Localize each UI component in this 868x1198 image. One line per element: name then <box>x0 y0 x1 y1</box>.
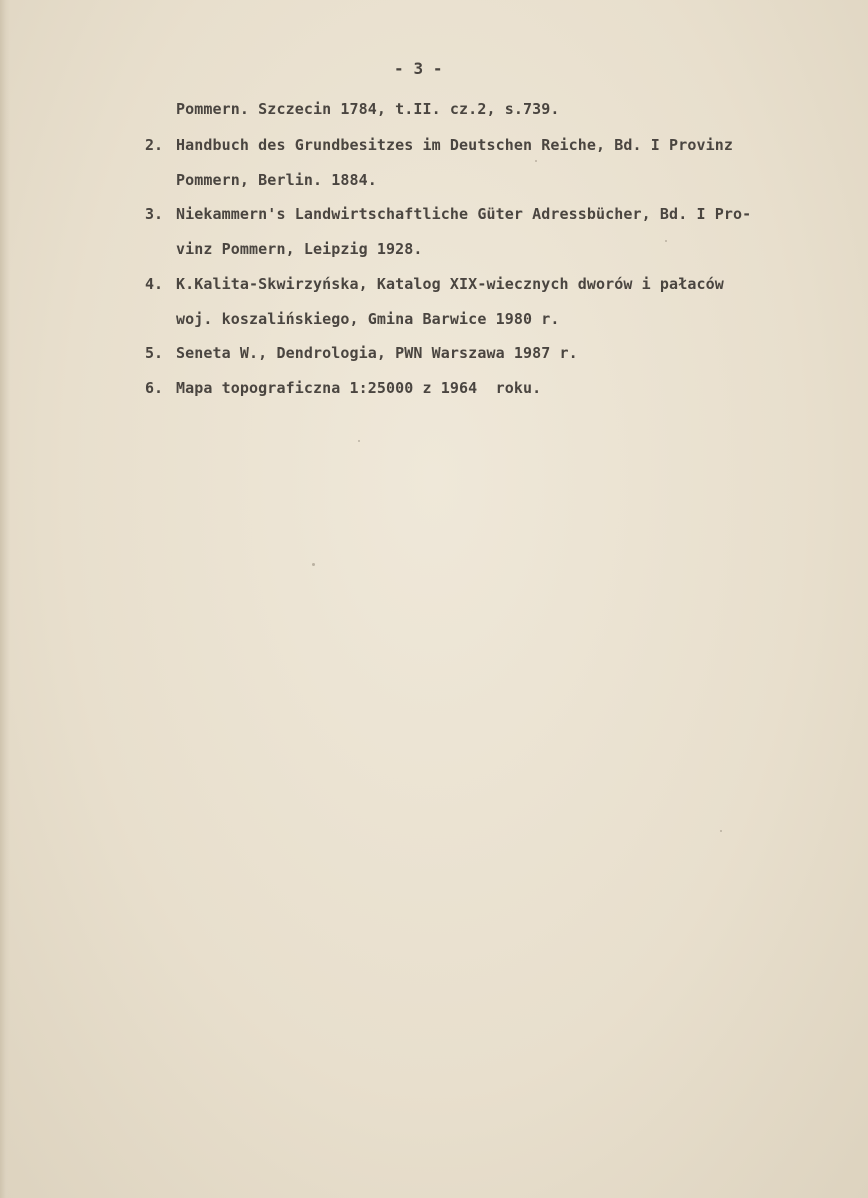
reference-4-line-1: K.Kalita-Skwirzyńska, Katalog XIX-wiecznych dworów i pałaców <box>176 275 724 293</box>
paper-speck <box>535 160 537 162</box>
reference-3-line-2: vinz Pommern, Leipzig 1928. <box>176 240 423 258</box>
paper-edge-shadow <box>0 0 10 1198</box>
paper-speck <box>358 440 360 442</box>
paper-speck <box>312 563 315 566</box>
reference-4-line-2: woj. koszalińskiego, Gmina Barwice 1980 r. <box>176 310 560 328</box>
reference-6-number: 6. <box>145 379 164 397</box>
reference-3-line-1: Niekammern's Landwirtschaftliche Güter Adressbücher, Bd. I Pro- <box>176 205 752 223</box>
reference-6-line-1: Mapa topograficzna 1:25000 z 1964 roku. <box>176 379 542 397</box>
reference-4-number: 4. <box>145 275 164 293</box>
paper-speck <box>665 240 667 242</box>
page-number: - 3 - <box>394 59 443 78</box>
reference-5-line-1: Seneta W., Dendrologia, PWN Warszawa 1987 r. <box>176 344 578 362</box>
reference-3-number: 3. <box>145 205 164 223</box>
reference-2-line-1: Handbuch des Grundbesitzes im Deutschen Reiche, Bd. I Provinz <box>176 136 733 154</box>
reference-2-line-2: Pommern, Berlin. 1884. <box>176 171 377 189</box>
reference-5-number: 5. <box>145 344 164 362</box>
reference-1-line-1: Pommern. Szczecin 1784, t.II. cz.2, s.739. <box>176 100 560 118</box>
reference-2-number: 2. <box>145 136 164 154</box>
paper-speck <box>720 830 722 832</box>
